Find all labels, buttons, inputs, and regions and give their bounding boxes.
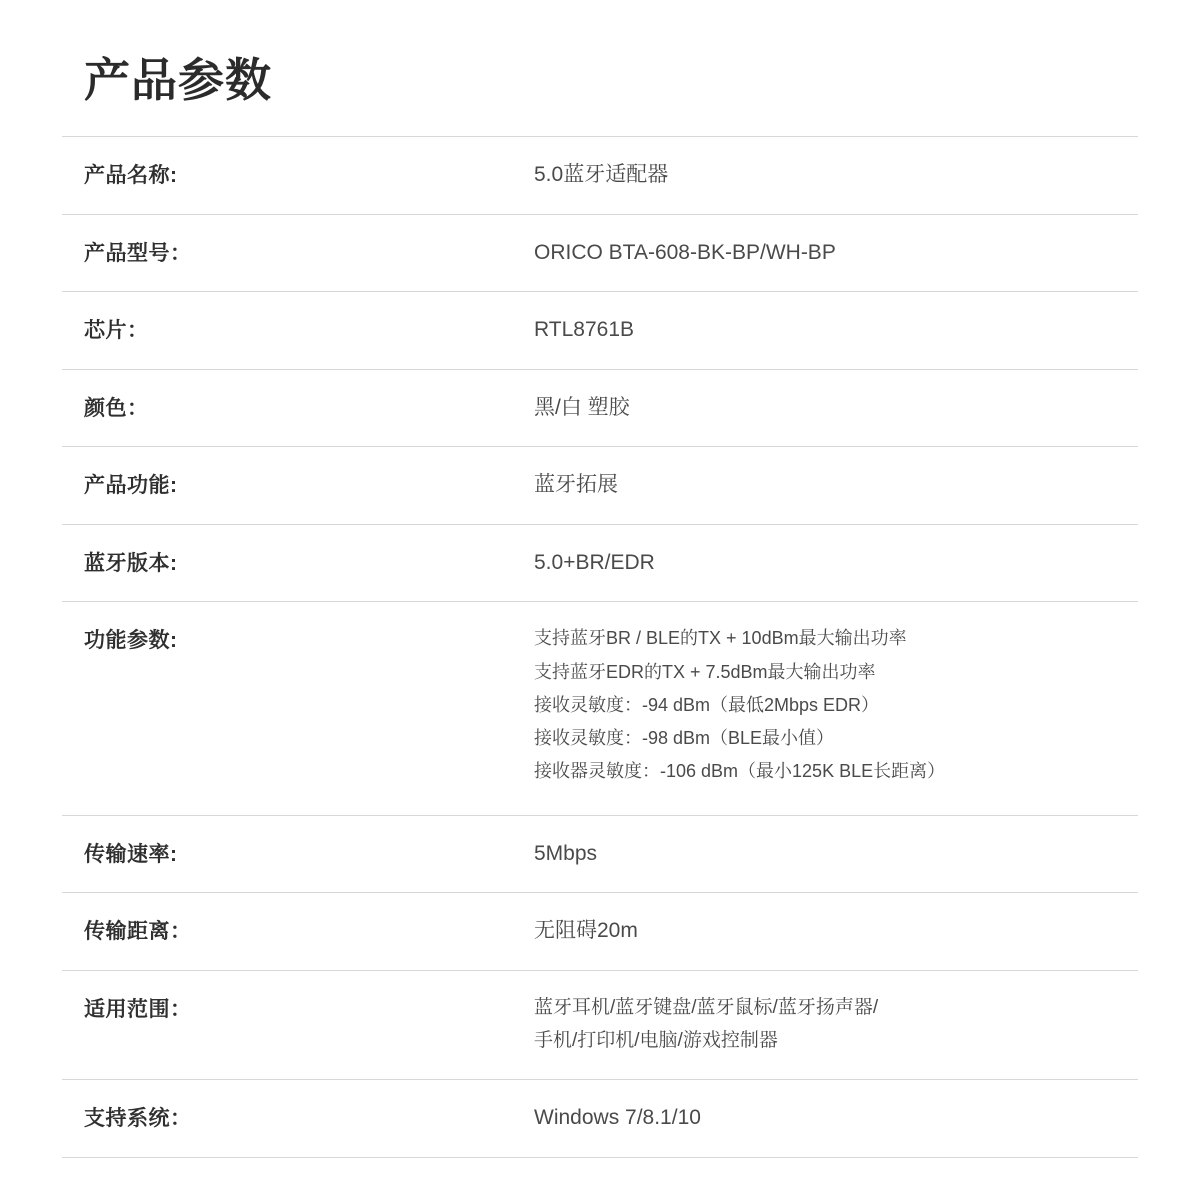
spec-value [534,602,1138,815]
spec-label: 支持系统： [84,1107,192,1131]
spec-value-line: 无阻碍20m [534,919,638,943]
spec-value [534,970,1138,1080]
spec-value-line: 蓝牙耳机/蓝牙键盘/蓝牙鼠标/蓝牙扬声器/ [534,996,879,1018]
table-row [62,369,1138,447]
page-title: 产品参数 [84,54,272,106]
spec-value-line: 手机/打印机/电脑/游戏控制器 [534,1030,778,1052]
spec-label: 功能参数: [84,629,178,653]
table-row [62,137,1138,215]
spec-value-line: 蓝牙拓展 [534,473,618,497]
spec-value [534,1080,1138,1158]
table-row [62,815,1138,893]
table-row [62,970,1138,1080]
spec-value [534,447,1138,525]
spec-value-line: ORICO BTA-608-BK-BP/WH-BP [534,240,836,264]
table-row [62,524,1138,602]
spec-value-line: 接收器灵敏度：-106 dBm（最小125K BLE长距离） [534,761,946,782]
spec-value-line: 5.0+BR/EDR [534,550,655,574]
spec-label: 产品名称: [84,164,178,187]
spec-value-line: 接收灵敏度：-98 dBm（BLE最小值） [534,728,835,749]
spec-label: 蓝牙版本: [84,551,178,575]
spec-value-line: RTL8761B [534,318,635,342]
table-row [62,447,1138,525]
table-row [62,893,1138,971]
spec-label: 颜色： [84,396,149,420]
table-row [62,214,1138,292]
spec-value-line: 支持蓝牙EDR的TX + 7.5dBm最大输出功率 [534,661,876,682]
table-row [62,292,1138,370]
spec-table [62,136,1138,1158]
spec-label: 适用范围： [84,997,192,1021]
spec-value [534,893,1138,971]
spec-value [534,524,1138,602]
spec-label: 产品功能: [84,474,178,498]
spec-label: 芯片： [84,319,149,343]
spec-value [534,815,1138,893]
spec-value [534,369,1138,447]
spec-label: 传输速率: [84,842,178,866]
spec-value-line: 5Mbps [534,841,598,865]
spec-table-body [62,137,1138,1158]
spec-value-line: Windows 7/8.1/10 [534,1106,701,1130]
spec-value-line: 黑/白 塑胶 [534,395,630,419]
spec-value [534,214,1138,292]
spec-value-line: 接收灵敏度：-94 dBm（最低2Mbps EDR） [534,694,880,715]
spec-value [534,137,1138,215]
spec-value [534,292,1138,370]
spec-value-line: 5.0蓝牙适配器 [534,163,669,186]
table-row [62,602,1138,815]
table-row [62,1080,1138,1158]
spec-label: 产品型号： [84,241,192,265]
spec-label: 传输距离： [84,920,192,944]
spec-value-line: 支持蓝牙BR / BLE的TX + 10dBm最大输出功率 [534,628,907,649]
